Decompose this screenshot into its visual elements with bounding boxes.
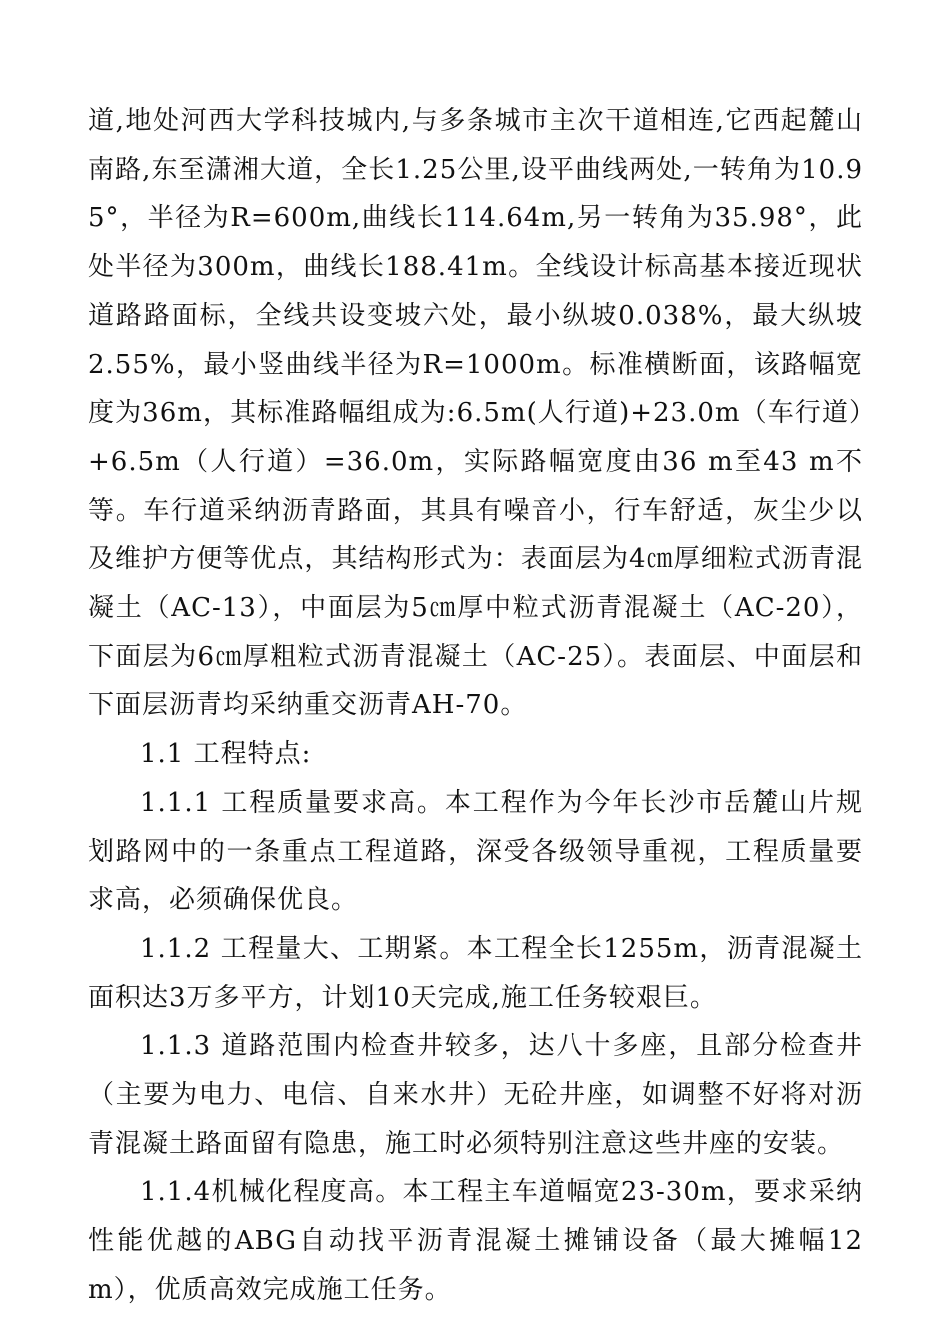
- paragraph-quality-requirements: 1.1.1 工程质量要求高。本工程作为今年长沙市岳麓山片规划路网中的一条重点工程道路，深受各级领导重视，工程质量要求高，必须确保优良。: [88, 787, 863, 916]
- paragraph-mechanization: 1.1.4机械化程度高。本工程主车道幅宽23-30m，要求采纳性能优越的ABG自动找平沥青混凝土摊铺设备（最大摊幅12m），优质高效完成施工任务。: [88, 1177, 863, 1305]
- paragraph-inspection-wells: 1.1.3 道路范围内检查井较多，达八十多座，且部分检查井（主要为电力、电信、自来水井）无砼井座，如调整不好将对沥青混凝土路面留有隐患，施工时必须特别注意这些井座的安装。: [88, 1031, 863, 1159]
- paragraph-project-overview: 道,地处河西大学科技城内,与多条城市主次干道相连,它西起麓山南路,东至潇湘大道，全长1.25公里,设平曲线两处,一转角为10.95°，半径为R=600m,曲线长114.64m,另一转角为35.98°，此处半径为300m，曲线长188.41m。全线设计标高基本接近现状道路路面标，全线共设变坡六处，最小纵坡0.038%，最大纵坡2.55%，最小竖曲线半径为R=1000m。标准横断面，该路幅宽度为36m，其标准路幅组成为:6.5m(人行道)+23.0m（车行道）+6.5m（人行道）=36.0m，实际路幅宽度由36 m至43 m不等。车行道采纳沥青路面，其具有噪音小，行车舒适，灰尘少以及维护方便等优点，其结构形式为：表面层为4㎝厚细粒式沥青混凝土（AC-13），中面层为5㎝厚中粒式沥青混凝土（AC-20），下面层为6㎝厚粗粒式沥青混凝土（AC-25）。表面层、中面层和下面层沥青均采纳重交沥青AH-70。: [88, 106, 863, 721]
- document-page: [88, 97, 863, 1315]
- section-heading-engineering-features: 1.1 工程特点:: [140, 739, 312, 770]
- paragraph-workload-schedule: 1.1.2 工程量大、工期紧。本工程全长1255m，沥青混凝土面积达3万多平方，计划10天完成,施工任务较艰巨。: [88, 933, 863, 1013]
